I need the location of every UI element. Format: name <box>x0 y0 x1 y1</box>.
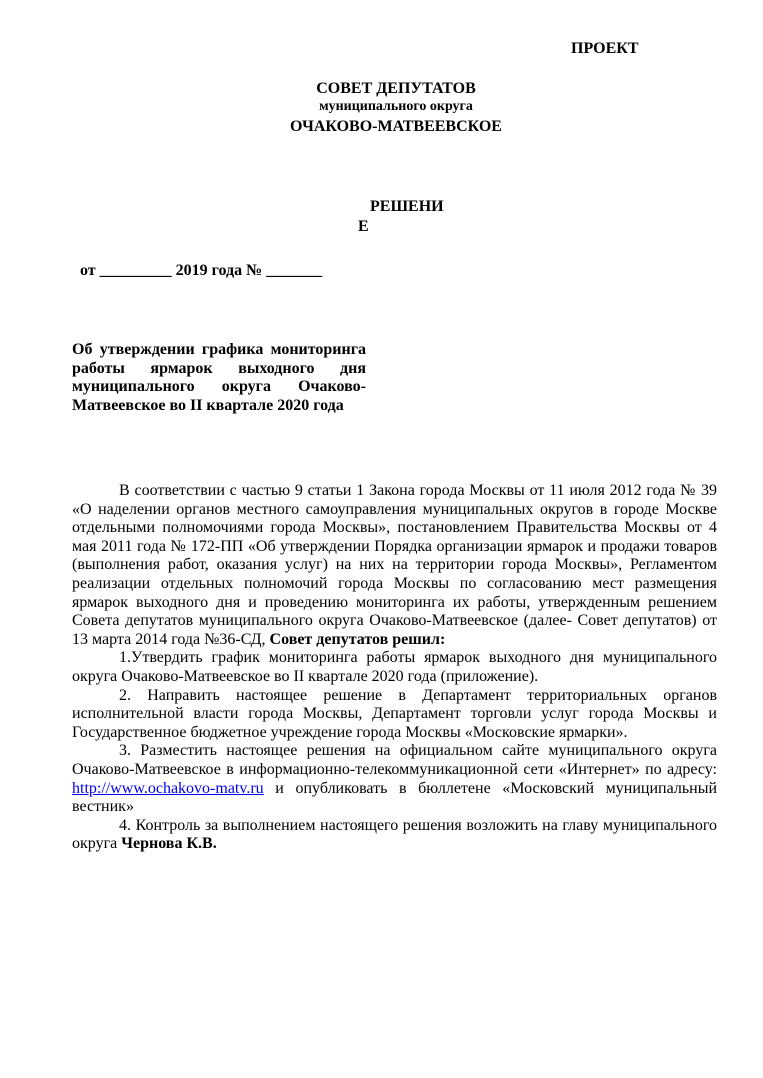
item-1: 1.Утвердить график мониторинга работы ярмарок выходного дня муниципального округа Очаково-Матвеевское во II квартале 2020 года (приложение). <box>72 649 717 685</box>
item-3-text: 3. Разместить настоящее решения на официальном сайте муниципального округа Очаково-Матвеевское в информационно-телекоммуникационной сети «Интернет» по адресу: <box>72 742 717 778</box>
decision-title-line1: РЕШЕНИ <box>370 198 444 215</box>
preamble-text: В соответствии с частью 9 статьи 1 Закона города Москвы от 11 июля 2012 года № 39 «О наделении органов местного самоуправления муниципальных округов в городе Москве отдельными полномочиями города Москвы», постановлением Правительства Москвы от 4 мая 2011 года № 172-ПП «Об утверждении Порядка организации ярмарок и продажи товаров (выполнения работ, оказания услуг) на них на территории города Москвы», Регламентом реализации отдельных полномочий города Москвы по согласованию мест размещения ярмарок выходного дня и проведению мониторинга их работы, утвержденным решением Совета депутатов муниципального округа Очаково-Матвеевское (далее- Совет депутатов) от 13 марта 2014 года №36-СД, <box>72 482 717 648</box>
item-3 <box>72 742 717 816</box>
decision-subject: Об утверждении графика мониторинга работы ярмарок выходного дня муниципального округа Очаково-Матвеевское во II квартале 2020 года <box>72 341 366 414</box>
decision-body <box>72 482 717 854</box>
resolved-phrase: Совет депутатов решил: <box>269 630 446 648</box>
council-title: СОВЕТ ДЕПУТАТОВ <box>316 80 476 97</box>
draft-stamp: ПРОЕКТ <box>571 40 639 57</box>
item-4-text: 4. Контроль за выполнением настоящего решения возложить на главу муниципального округа <box>72 816 717 853</box>
item-3-text-after: и опубликовать в бюллетене «Московский муниципальный вестник» <box>72 779 718 816</box>
district-name: ОЧАКОВО-МАТВЕЕВСКОЕ <box>290 118 502 135</box>
district-type: муниципального округа <box>319 99 473 114</box>
decision-dateline: от _________ 2019 года № _______ <box>80 262 323 279</box>
decision-title-line2: Е <box>358 218 369 235</box>
preamble-paragraph <box>72 482 717 649</box>
head-name: Чернова К.В. <box>121 835 217 853</box>
website-link[interactable]: http://www.ochakovo-matv.ru <box>72 779 264 797</box>
item-2: 2. Направить настоящее решение в Департамент территориальных органов исполнительной власти города Москвы, Департамент торговли услуг города Москвы и Государственное бюджетное учреждение города Москвы «Московские ярмарки». <box>72 686 717 741</box>
item-4 <box>72 817 717 854</box>
